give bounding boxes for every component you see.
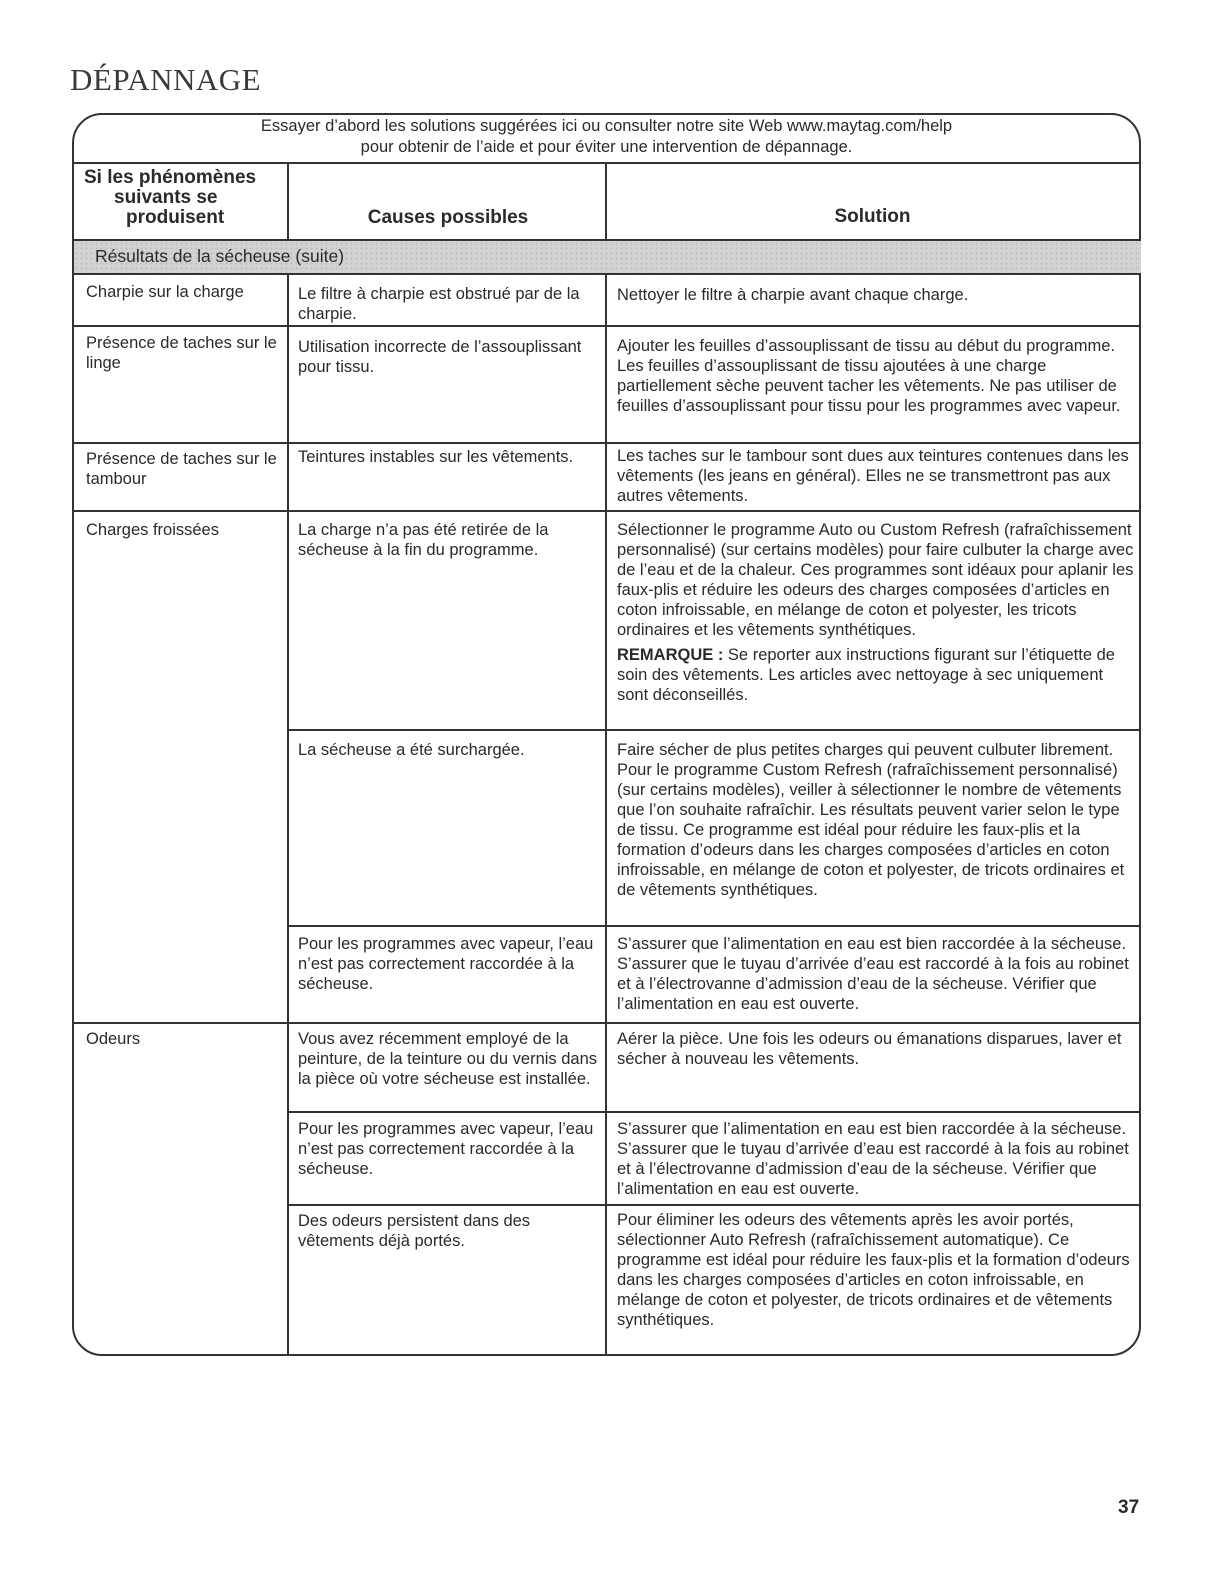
section-label: Résultats de la sécheuse (suite) <box>95 246 345 266</box>
intro-text <box>74 116 1139 158</box>
solution-text: Sélectionner le programme Auto ou Custom Refresh (rafraîchissement personnalisé) (sur certains modèles) pour faire culbuter la charge avec de l’eau et de la chaleur. Ces programmes sont idéaux pour aplanir les faux-plis et réduire les odeurs des charges composées d’articles en coton infroissable, en mélange de coton et polyester, les tricots ordinaires et les vêtements synthétiques. <box>617 521 1134 639</box>
solution-cell: S’assurer que l’alimentation en eau est bien raccordée à la sécheuse. S’assurer que le tuyau d’arrivée d’eau est raccordé à la fois au robinet et à l’électrovanne d’admission d’eau de la sécheuse. Vérifier que l’alimentation en eau est ouverte. <box>617 1120 1129 1198</box>
header-causes: Causes possibles <box>367 207 529 228</box>
solution-cell: S’assurer que l’alimentation en eau est bien raccordée à la sécheuse. S’assurer que le tuyau d’arrivée d’eau est raccordé à la fois au robinet et à l’électrovanne d’admission d’eau de la sécheuse. Vérifier que l’alimentation en eau est ouverte. <box>617 935 1129 1013</box>
page-number: 37 <box>1118 1497 1140 1518</box>
symptom-cell: Odeurs <box>86 1030 141 1048</box>
solution-cell: Faire sécher de plus petites charges qui peuvent culbuter librement. Pour le programme Custom Refresh (rafraîchissement personnalisé) (sur certains modèles), veiller à sélectionner le nombre de vêtements que l’on souhaite rafraîchir. Les résultats peuvent varier selon le type de tissu. Ce programme est idéal pour réduire les faux-plis et la formation d’odeurs dans les charges composées d’articles en coton infroissable, en mélange de coton et polyester, de tricots ordinaires et de vêtements synthétiques. <box>617 741 1125 899</box>
column-divider-1-body <box>287 274 289 1354</box>
header-phenomena <box>84 168 284 228</box>
header-top-rule <box>74 162 1141 164</box>
header-phenomena-line: produisent <box>126 207 225 228</box>
row-rule <box>289 1204 1141 1206</box>
row-rule <box>74 442 1141 444</box>
section-bottom-rule <box>74 273 1141 275</box>
cause-cell: Des odeurs persistent dans des vêtements déjà portés. <box>298 1212 531 1250</box>
note-text: Se reporter aux instructions figurant sur l’étiquette de soin des vêtements. Les articles avec nettoyage à sec uniquement sont déconseillés. <box>617 646 1115 704</box>
page-title: DÉPANNAGE <box>70 62 262 97</box>
header-phenomena-line: Si les phénomènes <box>84 167 257 188</box>
intro-line-2: pour obtenir de l’aide et pour éviter une intervention de dépannage. <box>360 138 853 156</box>
symptom-cell: Présence de taches sur le tambour <box>86 450 277 488</box>
cause-cell: Pour les programmes avec vapeur, l’eau n’est pas correctement raccordée à la sécheuse. <box>298 935 594 993</box>
row-rule <box>289 729 1141 731</box>
cause-cell: La charge n’a pas été retirée de la sécheuse à la fin du programme. <box>298 521 549 559</box>
solution-cell: Nettoyer le filtre à charpie avant chaque charge. <box>617 286 969 304</box>
symptom-cell: Charpie sur la charge <box>86 283 244 301</box>
cause-cell: Vous avez récemment employé de la peinture, de la teinture ou du vernis dans la pièce où votre sécheuse est installée. <box>298 1030 598 1088</box>
row-rule <box>74 510 1141 512</box>
cause-cell: Teintures instables sur les vêtements. <box>298 448 574 466</box>
note-label: REMARQUE : <box>617 646 724 664</box>
row-rule <box>74 325 1141 327</box>
note-paragraph <box>617 645 1137 705</box>
column-divider-1 <box>287 162 289 240</box>
row-rule <box>289 1111 1141 1113</box>
intro-line-1: Essayer d’abord les solutions suggérées ici ou consulter notre site Web www.maytag.com/help <box>260 117 953 135</box>
solution-cell: Les taches sur le tambour sont dues aux teintures contenues dans les vêtements (les jeans en général). Elles ne se transmettront pas aux autres vêtements. <box>617 447 1129 505</box>
column-divider-2 <box>605 162 607 240</box>
solution-cell <box>617 520 1137 705</box>
solution-cell: Ajouter les feuilles d’assouplissant de tissu au début du programme. Les feuilles d’assouplissant de tissu ajoutées à une charge partiellement sèche peuvent tacher les vêtements. Ne pas utiliser de feuilles d’assouplissant pour tissu pour les programmes avec vapeur. <box>617 337 1121 415</box>
solution-cell: Aérer la pièce. Une fois les odeurs ou émanations disparues, laver et sécher à nouveau les vêtements. <box>617 1030 1122 1068</box>
row-rule <box>289 925 1141 927</box>
cause-cell: La sécheuse a été surchargée. <box>298 741 525 759</box>
solution-cell: Pour éliminer les odeurs des vêtements après les avoir portés, sélectionner Auto Refresh (rafraîchissement automatique). Ce programme est idéal pour réduire les faux-plis et la formation d’odeurs dans les charges composées d’articles en coton infroissable, en mélange de coton et polyester, de tricots ordinaires et de vêtements synthétiques. <box>617 1211 1130 1329</box>
header-phenomena-line: suivants se <box>114 187 218 208</box>
cause-cell: Pour les programmes avec vapeur, l’eau n’est pas correctement raccordée à la sécheuse. <box>298 1120 594 1178</box>
header-solution: Solution <box>834 206 911 227</box>
cause-cell: Le filtre à charpie est obstrué par de la charpie. <box>298 285 580 323</box>
cause-cell: Utilisation incorrecte de l’assouplissant pour tissu. <box>298 338 582 376</box>
row-rule <box>74 1022 1141 1024</box>
column-divider-2-body <box>605 274 607 1354</box>
symptom-cell: Charges froissées <box>86 521 219 539</box>
symptom-cell: Présence de taches sur le linge <box>86 334 277 372</box>
